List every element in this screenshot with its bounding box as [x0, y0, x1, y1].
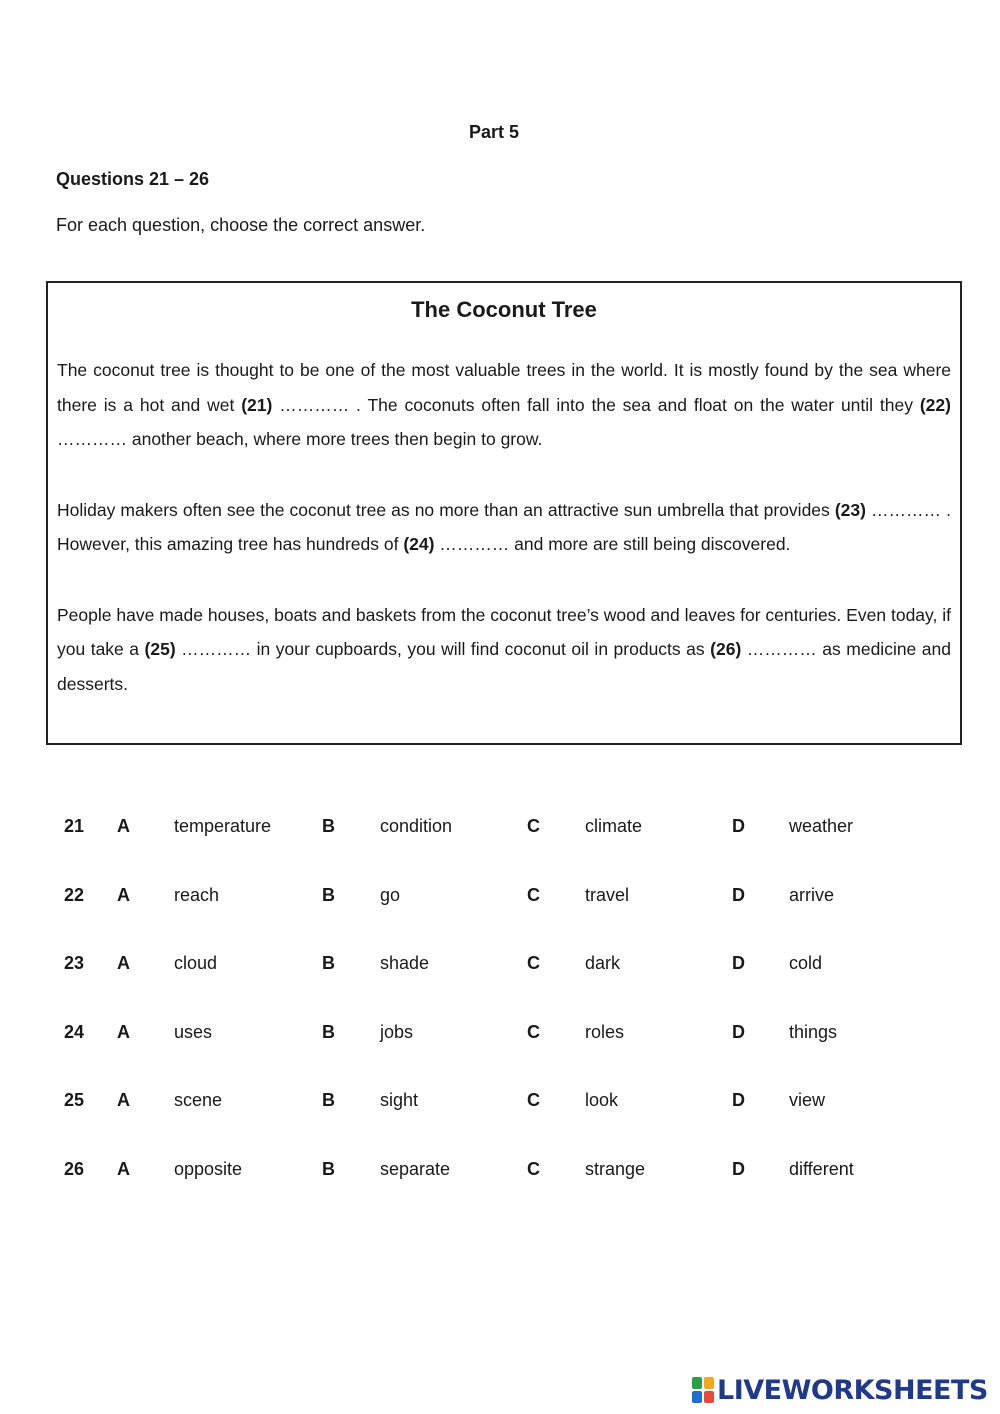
option-letter-d: D: [732, 816, 745, 836]
option-b[interactable]: shade: [380, 953, 430, 973]
option-letter-a: A: [117, 1158, 130, 1179]
logo-square-orange: [704, 1377, 714, 1389]
option-a[interactable]: scene: [174, 1090, 223, 1110]
instruction-text: For each question, choose the correct answer.: [56, 215, 426, 235]
question-row-22: [0, 877, 1000, 946]
option-letter-a: A: [117, 1021, 130, 1042]
option-b[interactable]: go: [380, 884, 401, 905]
option-letter-b: B: [322, 1090, 335, 1110]
logo-text: LIVEWORKSHEETS: [717, 1374, 988, 1406]
gap-number-24: (24): [403, 534, 435, 554]
passage-paragraph: [57, 598, 951, 702]
option-a[interactable]: cloud: [174, 953, 218, 973]
paragraph-text: People have made houses, boats and baskets from the coconut tree’s wood and leaves for centuries. Even today, if you take a: [57, 604, 951, 659]
option-a[interactable]: opposite: [174, 1158, 243, 1179]
answer-options: [0, 808, 1000, 1219]
paragraph-text: ………… . However, this amazing tree has hundreds of: [57, 499, 951, 554]
question-number: 22: [64, 884, 85, 905]
option-letter-d: D: [732, 1090, 745, 1110]
option-letter-d: D: [732, 884, 745, 905]
option-c[interactable]: look: [585, 1090, 619, 1110]
option-letter-b: B: [322, 953, 335, 973]
option-c[interactable]: strange: [585, 1158, 646, 1179]
option-d[interactable]: different: [789, 1158, 854, 1179]
option-b[interactable]: sight: [380, 1090, 419, 1110]
gap-number-25: (25): [144, 639, 176, 659]
option-c[interactable]: travel: [585, 884, 630, 905]
question-number: 23: [64, 953, 85, 973]
liveworksheets-logo[interactable]: [692, 1372, 988, 1408]
option-letter-b: B: [322, 816, 335, 836]
option-letter-a: A: [117, 816, 130, 836]
option-d[interactable]: cold: [789, 953, 823, 973]
option-c[interactable]: climate: [585, 816, 643, 836]
question-row-23: [0, 945, 1000, 1014]
option-a[interactable]: temperature: [174, 816, 272, 836]
gap-number-23: (23): [834, 499, 866, 520]
liveworksheets-logo-icon: [692, 1377, 714, 1403]
option-letter-b: B: [322, 1021, 335, 1042]
paragraph-text: ………… as medicine and desserts.: [57, 639, 951, 694]
option-letter-c: C: [527, 1021, 540, 1042]
option-letter-d: D: [732, 1021, 745, 1042]
question-number: 26: [64, 1158, 85, 1179]
option-letter-a: A: [117, 953, 130, 973]
passage-paragraph: [57, 353, 951, 457]
passage-title: The Coconut Tree: [411, 297, 597, 322]
logo-square-blue: [692, 1391, 702, 1403]
option-letter-c: C: [527, 1090, 540, 1110]
logo-square-red: [704, 1391, 714, 1403]
question-row-25: [0, 1082, 1000, 1151]
question-row-26: [0, 1151, 1000, 1220]
paragraph-text: ………… another beach, where more trees then begin to grow.: [57, 429, 543, 449]
option-d[interactable]: arrive: [789, 884, 835, 905]
paragraph-text: Holiday makers often see the coconut tree as no more than an attractive sun umbrella that provides: [57, 499, 835, 520]
option-letter-b: B: [322, 884, 335, 905]
gap-number-26: (26): [710, 639, 742, 659]
option-letter-d: D: [732, 1158, 745, 1179]
question-number: 21: [64, 816, 85, 836]
part-title: Part 5: [468, 122, 520, 142]
paragraph-text: ………… and more are still being discovered.: [434, 534, 791, 554]
question-number: 25: [64, 1090, 85, 1110]
option-d[interactable]: view: [789, 1090, 826, 1110]
option-d[interactable]: things: [789, 1021, 838, 1042]
paragraph-text: ………… in your cupboards, you will find coconut oil in products as: [175, 639, 711, 659]
option-a[interactable]: reach: [174, 884, 220, 905]
gap-number-22: (22): [919, 394, 951, 415]
option-letter-c: C: [527, 816, 540, 836]
paragraph-text: ………… . The coconuts often fall into the sea and float on the water until they: [272, 394, 920, 415]
option-letter-a: A: [117, 1090, 130, 1110]
option-letter-c: C: [527, 953, 540, 973]
option-c[interactable]: dark: [585, 953, 621, 973]
option-letter-b: B: [322, 1158, 335, 1179]
option-b[interactable]: separate: [380, 1158, 451, 1179]
questions-heading: Questions 21 – 26: [56, 169, 210, 189]
gap-number-21: (21): [241, 394, 273, 415]
option-letter-c: C: [527, 1158, 540, 1179]
option-letter-d: D: [732, 953, 745, 973]
logo-square-green: [692, 1377, 702, 1389]
option-b[interactable]: condition: [380, 816, 453, 836]
paragraph-text: The coconut tree is thought to be one of the most valuable trees in the world. It is mostly found by the sea where there is a hot and wet: [57, 360, 951, 415]
question-row-21: [0, 808, 1000, 877]
option-d[interactable]: weather: [789, 816, 854, 836]
question-number: 24: [64, 1021, 85, 1042]
option-letter-c: C: [527, 884, 540, 905]
reading-passage-box: [46, 281, 962, 745]
passage-paragraph: [57, 493, 951, 562]
option-letter-a: A: [117, 884, 130, 905]
option-a[interactable]: uses: [174, 1021, 213, 1042]
option-c[interactable]: roles: [585, 1021, 625, 1042]
question-row-24: [0, 1014, 1000, 1083]
option-b[interactable]: jobs: [380, 1021, 414, 1042]
